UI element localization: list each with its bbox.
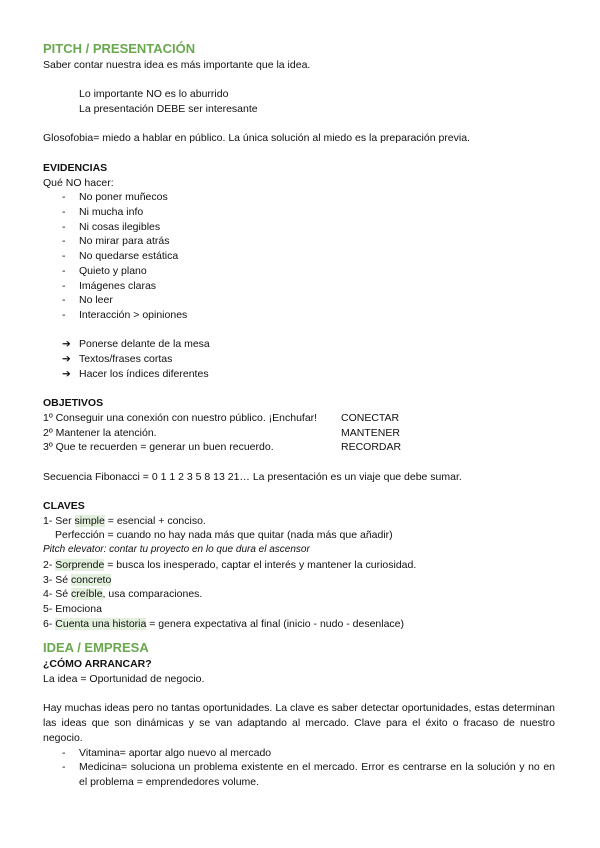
highlight: concreto [71, 573, 112, 586]
pitch-note: La presentación DEBE ser interesante [79, 103, 258, 116]
list-item: - Ni cosas ilegibles [62, 220, 161, 233]
pitch-note: Lo importante NO es lo aburrido [79, 88, 229, 101]
evidencias-heading: EVIDENCIAS [43, 161, 108, 174]
claves-heading: CLAVES [43, 499, 85, 512]
list-item: - Vitamina= aportar algo nuevo al mercado [62, 746, 272, 759]
list-item: ➔ Ponerse delante de la mesa [62, 338, 210, 351]
idea-subtitle: ¿CÓMO ARRANCAR? [43, 658, 152, 671]
clave-item: 4- Sé creíble, usa comparaciones. [43, 588, 203, 601]
list-item: - No quedarse estática [62, 250, 179, 263]
idea-heading: IDEA / EMPRESA [43, 640, 149, 656]
evidencias-subtitle: Qué NO hacer: [43, 176, 114, 189]
objective-row: 3º Que te recuerden = generar un buen recuerdo. RECORDAR [43, 441, 402, 454]
list-item: - Medicina= soluciona un problema existente en el mercado. Error es centrarse en la solución y no en el problema = emprendedores volume. [62, 761, 555, 788]
list-item: - No poner muñecos [62, 191, 168, 204]
list-item: ➔ Textos/frases cortas [62, 353, 173, 365]
arrow-icon: ➔ [62, 353, 71, 365]
clave-note: Pitch elevator: contar tu proyecto en lo que dura el ascensor [43, 544, 310, 556]
clave-item: 5- Emociona [43, 602, 102, 615]
list-item: - Ni mucha info [62, 205, 144, 218]
list-item: - Interacción > opiniones [62, 308, 188, 321]
objetivos-heading: OBJETIVOS [43, 397, 104, 410]
clave-item: 6- Cuenta una historia = genera expectativa al final (inicio - nudo - desenlace) [43, 617, 405, 630]
idea-definition: La idea = Oportunidad de negocio. [43, 673, 205, 686]
highlight: Cuenta una historia [55, 617, 147, 630]
pitch-intro: Saber contar nuestra idea es más importante que la idea. [43, 59, 311, 71]
fibonacci-text: Secuencia Fibonacci = 0 1 1 2 3 5 8 13 21… La presentación es un viaje que debe sumar. [43, 470, 462, 483]
list-item: ➔ Hacer los índices diferentes [62, 367, 209, 380]
idea-paragraph: Hay muchas ideas pero no tantas oportunidades. La clave es saber detectar oportunidades, estas determinan las ideas que son dinámicas y se van adaptando al mercado. Clave para el éxito o fracaso de nuestro negocio. [43, 702, 555, 744]
idea-list [43, 746, 555, 790]
objective-row: 1º Conseguir una conexión con nuestro público. ¡Enchufar! CONECTAR [43, 411, 400, 424]
clave-item: 1- Ser simple = esencial + conciso. [43, 514, 206, 527]
glosofobia-text: Glosofobia= miedo a hablar en público. La única solución al miedo es la preparación previa. [43, 132, 470, 145]
objective-row: 2º Mantener la atención. MANTENER [43, 426, 400, 439]
highlight: Sorprende [55, 558, 105, 571]
do-list [43, 337, 555, 381]
clave-item: 3- Sé concreto [43, 573, 112, 586]
clave-subitem: Perfección = cuando no hay nada más que quitar (nada más que añadir) [55, 529, 393, 542]
list-item: - Quieto y plano [62, 264, 147, 277]
arrow-icon: ➔ [62, 367, 71, 380]
document-page [43, 40, 555, 790]
list-item: - No leer [62, 294, 113, 307]
list-item: - Imágenes claras [62, 279, 157, 292]
highlight: creíble [71, 588, 103, 601]
clave-item: 2- Sorprende = busca los inesperado, captar el interés y mantener la curiosidad. [43, 558, 417, 571]
arrow-icon: ➔ [62, 338, 71, 351]
list-item: - No mirar para atrás [62, 235, 170, 248]
pitch-heading: PITCH / PRESENTACIÓN [43, 41, 196, 56]
dont-list [43, 190, 555, 322]
highlight: simple [74, 514, 105, 527]
